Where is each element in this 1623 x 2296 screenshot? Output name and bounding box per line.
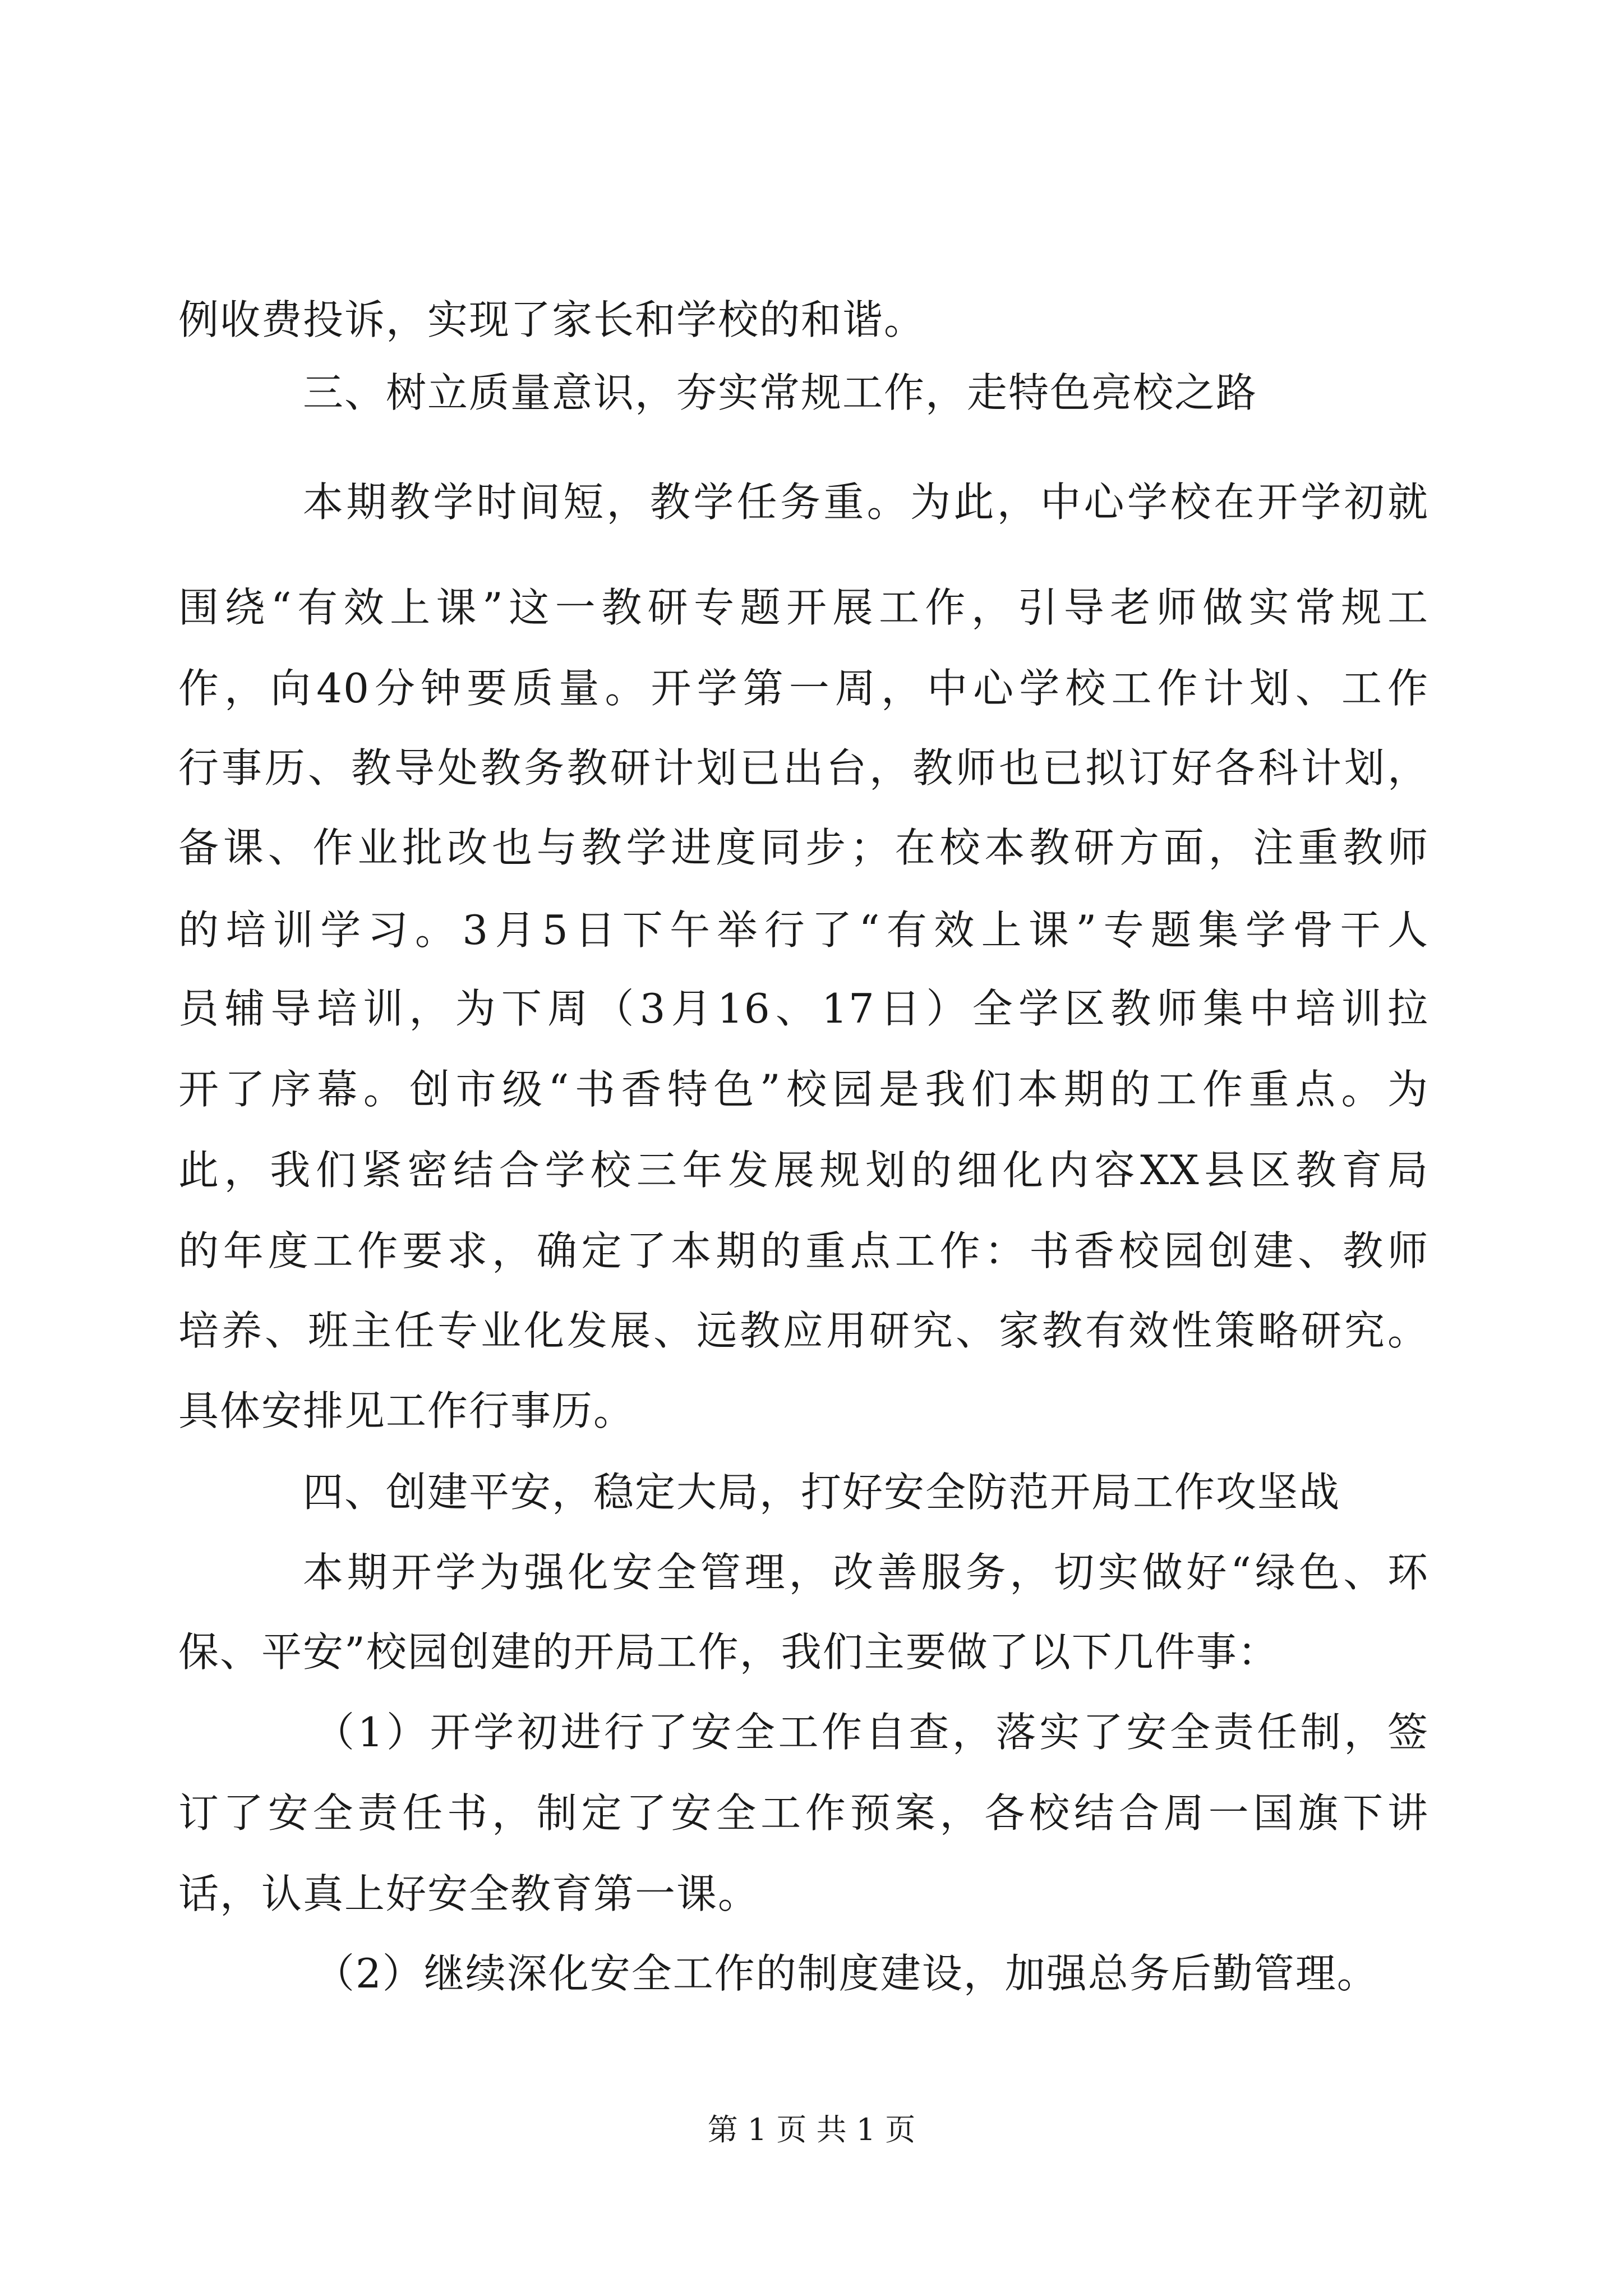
list-item-2: （2）继续深化安全工作的制度建设，加强总务后勤管理。 <box>314 1950 1378 1997</box>
page-footer: 第 1 页 共 1 页 <box>707 2112 916 2147</box>
text-line-13: 培养、班主任专业化发展、远教应用研究、家教有效性策略研究。 <box>178 1307 1429 1354</box>
text-line-14: 具体安排见工作行事历。 <box>178 1387 635 1434</box>
text-line-4: 围绕“有效上课”这一教研专题开展工作，引导老师做实常规工 <box>178 584 1429 631</box>
text-line-11: 此，我们紧密结合学校三年发展规划的细化内容XX县区教育局 <box>178 1147 1429 1194</box>
text-line-10: 开了序幕。创市级“书香特色”校园是我们本期的工作重点。为 <box>178 1066 1429 1113</box>
text-line-1: 例收费投诉，实现了家长和学校的和谐。 <box>178 296 926 343</box>
text-line-8: 的培训学习。3月5日下午举行了“有效上课”专题集学骨干人 <box>178 907 1429 954</box>
section-heading-3: 三、树立质量意识，夯实常规工作，走特色亮校之路 <box>303 369 1258 416</box>
text-line-3: 本期教学时间短，教学任务重。为此，中心学校在开学初就 <box>303 478 1429 526</box>
text-line-7: 备课、作业批改也与教学进度同步；在校本教研方面，注重教师 <box>178 824 1429 871</box>
text-line-6: 行事历、教导处教务教研计划已出台，教师也已拟订好各科计划， <box>178 744 1429 792</box>
text-line-20: 话，认真上好安全教育第一课。 <box>178 1870 760 1917</box>
text-line-9: 员辅导培训，为下周（3月16、17日）全学区教师集中培训拉 <box>178 985 1429 1032</box>
text-line-16: 本期开学为强化安全管理，改善服务，切实做好“绿色、环 <box>303 1549 1429 1596</box>
text-line-5: 作，向40分钟要质量。开学第一周，中心学校工作计划、工作 <box>178 665 1429 712</box>
text-line-12: 的年度工作要求，确定了本期的重点工作：书香校园创建、教师 <box>178 1227 1429 1274</box>
section-heading-4: 四、创建平安，稳定大局，打好安全防范开局工作攻坚战 <box>303 1469 1341 1516</box>
text-line-19: 订了安全责任书，制定了安全工作预案，各校结合周一国旗下讲 <box>178 1789 1429 1837</box>
list-item-1: （1）开学初进行了安全工作自查，落实了安全责任制，签 <box>314 1709 1429 1756</box>
text-line-17: 保、平安”校园创建的开局工作，我们主要做了以下几件事： <box>178 1628 1279 1676</box>
